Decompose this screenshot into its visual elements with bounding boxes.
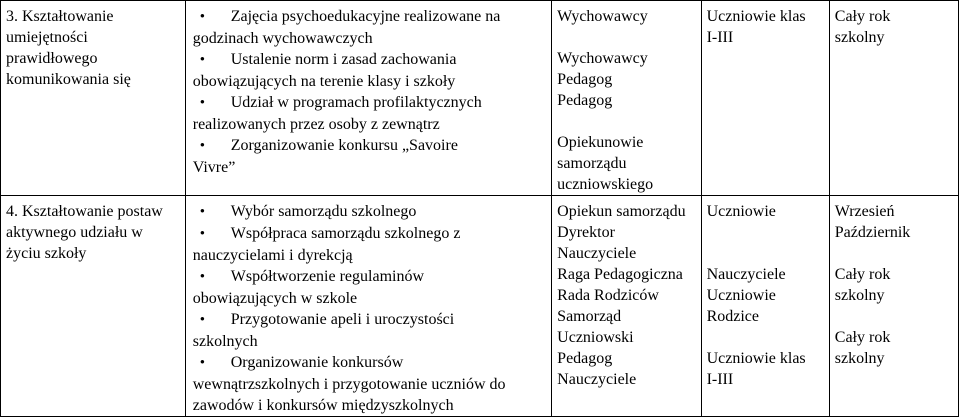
activities-cell — [185, 196, 551, 417]
activity-item: •Organizowanie konkursów — [193, 352, 548, 374]
activity-item: •Zorganizowanie konkursu „Savoire — [193, 135, 548, 157]
activity-item: •Ustalenie norm i zasad zachowania — [193, 49, 548, 71]
bullet-icon — [193, 6, 231, 28]
activity-item: •Przygotowanie apeli i uroczystości — [193, 309, 548, 331]
table-row — [1, 196, 959, 417]
activity-item: •Współtworzenie regulaminów — [193, 266, 548, 288]
activity-item: •Udział w programach profilaktycznych — [193, 92, 548, 114]
area-text: 3. Kształtowanie umiejętności prawidłowego komunikowania się — [6, 8, 131, 88]
deadline-cell: Cały rok szkolny — [829, 1, 958, 196]
activity-continuation: godzinach wychowawczych — [192, 30, 373, 47]
bullet-icon — [193, 92, 231, 114]
activity-item: •Zajęcia psychoedukacyjne realizowane na — [193, 6, 548, 28]
bullet-icon — [193, 49, 231, 71]
area-text: 4. Kształtowanie postaw aktywnego udziału w życiu szkoły — [6, 203, 163, 262]
participants-cell: Uczniowie klas I-III — [701, 1, 829, 196]
area-cell — [1, 1, 186, 196]
responsible-cell: Opiekun samorządu Dyrektor Nauczyciele Raga Pedagogiczna Rada Rodziców Samorząd Uczniowski Pedagog Nauczyciele — [552, 196, 701, 417]
activities-cell — [185, 1, 551, 196]
activity-continuation: nauczycielami i dyrekcją — [192, 247, 353, 264]
area-cell — [1, 196, 186, 417]
activity-continuation: szkolnych — [192, 333, 258, 350]
activity-item: •Współpraca samorządu szkolnego z — [193, 223, 548, 245]
bullet-icon — [193, 223, 231, 245]
bullet-icon — [193, 135, 231, 157]
bullet-icon — [193, 352, 231, 374]
bullet-icon — [193, 201, 231, 223]
responsible-cell: Wychowawcy Wychowawcy Pedagog Pedagog Opiekunowie samorządu uczniowskiego — [552, 1, 701, 196]
activity-continuation: wewnątrzszkolnych i przygotowanie uczniów do — [192, 376, 506, 393]
activity-continuation: realizowanych przez osoby z zewnątrz — [192, 116, 440, 133]
participants-cell: Uczniowie Nauczyciele Uczniowie Rodzice Uczniowie klas I-III — [701, 196, 829, 417]
activity-continuation: obowiązujących na terenie klasy i szkoły — [192, 73, 456, 90]
activity-continuation: zawodów i konkursów międzyszkolnych — [192, 397, 454, 414]
activity-item: •Wybór samorządu szkolnego — [193, 201, 548, 223]
deadline-cell: Wrzesień Październik Cały rok szkolny Cały rok szkolny — [829, 196, 958, 417]
bullet-icon — [193, 309, 231, 331]
activity-continuation: obowiązujących w szkole — [192, 290, 358, 307]
bullet-icon — [193, 266, 231, 288]
activity-continuation: Vivre” — [192, 159, 236, 176]
table-row — [1, 1, 959, 196]
